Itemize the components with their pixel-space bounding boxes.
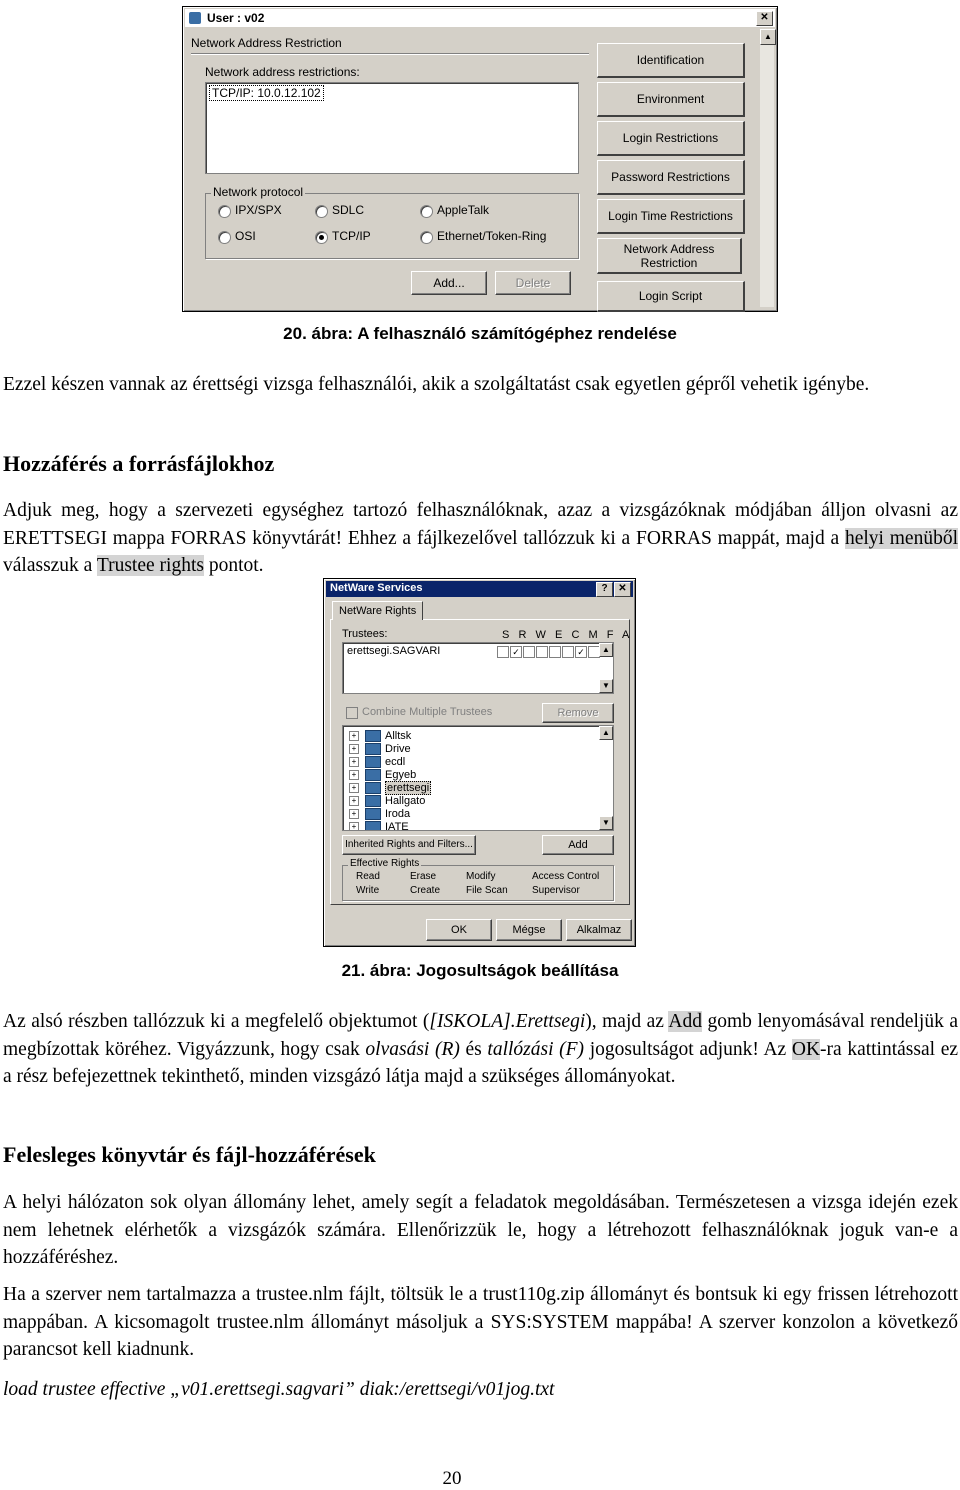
trustee-item[interactable]: erettsegi.SAGVARI bbox=[347, 645, 441, 657]
p3-text-d: és bbox=[459, 1038, 488, 1060]
checkbox-r[interactable]: ✓ bbox=[510, 646, 522, 658]
p2-highlight-local-menu: helyi menüből bbox=[844, 527, 958, 549]
tab-netware-rights[interactable]: NetWare Rights bbox=[332, 601, 423, 620]
section-header: Network Address Restriction bbox=[191, 36, 342, 50]
figure2-caption: 21. ábra: Jogosultságok beállítása bbox=[341, 961, 619, 980]
paragraph-4: A helyi hálózaton sok olyan állomány lehet, amely segít a feladatok megoldásában. Természetesen a vizsga idején ezek nem lehetnek elérhetők a vizsgázók számára. Ellenőrizzük le, hogy a létrehozott felhasználóknak joguk van-e a hozzáféréshez. bbox=[3, 1192, 958, 1268]
folder-icon bbox=[365, 795, 381, 807]
folder-icon bbox=[365, 782, 381, 794]
checkbox-m[interactable] bbox=[562, 646, 574, 658]
tab-identification[interactable]: Identification bbox=[597, 43, 745, 78]
page-number: 20 bbox=[442, 1468, 462, 1489]
radio-ipx[interactable] bbox=[218, 205, 231, 218]
add-button[interactable]: Add... bbox=[411, 271, 487, 295]
protocol-group-label: Network protocol bbox=[213, 185, 304, 199]
user-properties-dialog bbox=[182, 6, 778, 312]
expand-icon[interactable]: + bbox=[349, 744, 359, 754]
effective-access-control: Access Control bbox=[532, 871, 600, 882]
checkbox-e[interactable] bbox=[536, 646, 548, 658]
checkbox-s[interactable] bbox=[497, 646, 509, 658]
tabs-column bbox=[595, 33, 765, 309]
label-osi: OSI bbox=[235, 229, 256, 243]
radio-tcpip[interactable] bbox=[315, 231, 328, 244]
heading-unneeded-access: Felesleges könyvtár és fájl-hozzáférések bbox=[3, 1142, 376, 1167]
expand-icon[interactable]: + bbox=[349, 770, 359, 780]
checkbox-c[interactable] bbox=[549, 646, 561, 658]
title-bar bbox=[185, 9, 775, 27]
inherited-rights-button[interactable]: Inherited Rights and Filters... bbox=[342, 835, 476, 855]
apply-button[interactable]: Alkalmaz bbox=[566, 919, 632, 941]
effective-read: Read bbox=[356, 871, 380, 882]
tree-item-selected[interactable] bbox=[349, 781, 431, 794]
label-tcpip: TCP/IP bbox=[332, 229, 371, 243]
p2-text-c: pontot. bbox=[203, 555, 264, 576]
expand-icon[interactable]: + bbox=[349, 796, 359, 806]
folder-icon bbox=[365, 743, 381, 755]
p2-text-a: Adjuk meg, hogy a szervezeti egységhez tartozó felhasználóknak, azaz a vizsgázóknak módjában álljon olvasni az ERETTSEGI mappa FORRAS könyvtárát! Ehhez a fájlkezelővel tallózzuk ki a FORRAS mappát, majd a bbox=[3, 500, 958, 549]
heading-source-files: Hozzáférés a forrásfájlokhoz bbox=[3, 451, 275, 476]
effective-erase: Erase bbox=[410, 871, 437, 882]
window-title: NetWare Services bbox=[330, 582, 423, 594]
scroll-down-icon[interactable]: ▼ bbox=[599, 816, 613, 830]
expand-icon[interactable]: + bbox=[349, 783, 359, 793]
tree-item-label: erettsegi bbox=[387, 781, 430, 794]
p3-highlight-ok: OK bbox=[791, 1038, 821, 1060]
p3-text-b: ), majd az bbox=[585, 1011, 669, 1032]
expand-icon[interactable]: + bbox=[349, 809, 359, 819]
p2-highlight-trustee-rights: Trustee rights bbox=[96, 555, 204, 576]
tree-item-label: Drive bbox=[385, 742, 411, 755]
address-item[interactable]: TCP/IP: 10.0.12.102 bbox=[209, 85, 324, 101]
combine-label: Combine Multiple Trustees bbox=[362, 706, 493, 718]
tab-password-restrictions[interactable]: Password Restrictions bbox=[597, 160, 745, 195]
radio-appletalk[interactable] bbox=[420, 205, 433, 218]
effective-supervisor: Supervisor bbox=[532, 885, 580, 896]
tab-login-script[interactable]: Login Script bbox=[597, 281, 745, 312]
tree-item-label: Iroda bbox=[385, 807, 411, 820]
ok-button[interactable]: OK bbox=[426, 919, 492, 941]
tree-item[interactable] bbox=[349, 768, 416, 781]
label-sdlc: SDLC bbox=[332, 203, 365, 217]
tree-item[interactable] bbox=[349, 820, 409, 831]
label-ethernet: Ethernet/Token-Ring bbox=[437, 229, 547, 243]
paragraph-2 bbox=[3, 497, 958, 580]
radio-sdlc[interactable] bbox=[315, 205, 328, 218]
tab-login-restrictions[interactable]: Login Restrictions bbox=[597, 121, 745, 156]
tree-item-label: Hallgato bbox=[385, 794, 426, 807]
remove-button[interactable]: Remove bbox=[542, 703, 614, 723]
close-icon[interactable]: ✕ bbox=[756, 11, 773, 26]
address-list[interactable] bbox=[205, 82, 579, 174]
p3-italic-object: [ISKOLA].Erettsegi bbox=[429, 1011, 586, 1032]
folder-icon bbox=[365, 769, 381, 781]
trustees-label: Trustees: bbox=[342, 628, 388, 640]
tab-login-time-restrictions[interactable]: Login Time Restrictions bbox=[597, 199, 745, 234]
tree-item-label: Egyeb bbox=[385, 768, 417, 781]
tree-item[interactable] bbox=[349, 742, 411, 755]
radio-ethernet[interactable] bbox=[420, 231, 433, 244]
cancel-button[interactable]: Mégse bbox=[496, 919, 562, 941]
user-icon bbox=[189, 12, 201, 24]
expand-icon[interactable]: + bbox=[349, 757, 359, 767]
effective-create: Create bbox=[410, 885, 441, 896]
title-bar bbox=[326, 581, 633, 597]
close-icon[interactable]: ✕ bbox=[614, 582, 631, 597]
trustees-list[interactable] bbox=[342, 642, 614, 694]
effective-write: Write bbox=[356, 885, 380, 896]
figure1-caption: 20. ábra: A felhasználó számítógéphez rendelése bbox=[283, 324, 677, 343]
netware-services-dialog bbox=[323, 578, 636, 947]
restrictions-label: Network address restrictions: bbox=[205, 65, 360, 79]
p3-highlight-add: Add bbox=[668, 1011, 702, 1032]
radio-osi[interactable] bbox=[218, 231, 231, 244]
help-icon[interactable]: ? bbox=[596, 582, 613, 597]
p3-text-e: jogosultságot adjunk! Az bbox=[584, 1038, 792, 1060]
paragraph-1: Ezzel készen vannak az érettségi vizsga felhasználói, akik a szolgáltatást csak egyetlen gépről vehetik igénybe. bbox=[3, 374, 870, 395]
tab-network-address-restriction[interactable]: Network Address Restriction bbox=[597, 238, 742, 274]
p3-italic-browse: tallózási (F) bbox=[487, 1038, 585, 1060]
combine-checkbox[interactable] bbox=[346, 707, 358, 719]
p3-text-a: Az alsó részben tallózzuk ki a megfelelő objektumot ( bbox=[3, 1011, 430, 1032]
expand-icon[interactable]: + bbox=[349, 822, 359, 832]
effective-rights-label: Effective Rights bbox=[350, 858, 420, 869]
p3-text-c: gomb lenyomásával rendeljük a megbízottak köréhez. Vigyázzunk, hogy csak bbox=[3, 1011, 958, 1060]
tab-environment[interactable]: Environment bbox=[597, 82, 745, 117]
scroll-up-icon[interactable]: ▲ bbox=[760, 29, 776, 45]
paragraph-3 bbox=[3, 1008, 958, 1091]
window-title: User : v02 bbox=[207, 11, 265, 25]
folder-icon bbox=[365, 756, 381, 768]
scroll-down-icon[interactable]: ▼ bbox=[599, 679, 613, 693]
paragraph-5: Ha a szerver nem tartalmazza a trustee.nlm fájlt, töltsük le a trust110g.zip állományt és bontsuk ki egy frissen létrehozott mappában. A kicsomagolt trustee.nlm állományt másoljuk a SYS:SYSTEM mappába! A szerver konzolon a következő parancsot kell kiadnunk. bbox=[3, 1284, 958, 1360]
folder-icon bbox=[365, 730, 381, 742]
tree-item-label: Alltsk bbox=[385, 729, 412, 742]
label-ipx: IPX/SPX bbox=[235, 203, 282, 217]
rights-letters: S R W E C M F A bbox=[502, 629, 631, 641]
tree-item-label: ecdl bbox=[385, 755, 406, 768]
tabs-scrollbar[interactable] bbox=[759, 29, 774, 307]
header-divider bbox=[191, 53, 589, 55]
p3-italic-read: olvasási (R) bbox=[365, 1038, 460, 1060]
scroll-up-icon[interactable]: ▲ bbox=[599, 726, 613, 740]
effective-file-scan: File Scan bbox=[466, 885, 508, 896]
p3-text-f: -ra kattintással ez a rész befejezettnek tekinthető, minden vizsgázó látja majd a szükséges állományokat. bbox=[3, 1038, 959, 1087]
folder-icon bbox=[365, 808, 381, 820]
command-line: load trustee effective „v01.erettsegi.sagvari” diak:/erettsegi/v01jog.txt bbox=[3, 1379, 555, 1400]
scroll-up-icon[interactable]: ▲ bbox=[599, 643, 613, 657]
tree-item[interactable] bbox=[349, 729, 411, 742]
tree-item-label: IATE bbox=[385, 820, 409, 831]
checkbox-f[interactable]: ✓ bbox=[575, 646, 587, 658]
tree-item[interactable] bbox=[349, 807, 410, 820]
checkbox-w[interactable] bbox=[523, 646, 535, 658]
folder-icon bbox=[365, 821, 381, 832]
tree-item[interactable] bbox=[349, 794, 425, 807]
p2-text-b: válasszuk a bbox=[3, 555, 97, 576]
add-button[interactable]: Add bbox=[542, 835, 614, 855]
label-appletalk: AppleTalk bbox=[437, 203, 490, 217]
effective-modify: Modify bbox=[466, 871, 496, 882]
expand-icon[interactable]: + bbox=[349, 731, 359, 741]
delete-button[interactable]: Delete bbox=[495, 271, 571, 295]
tree-item[interactable] bbox=[349, 755, 405, 768]
object-tree[interactable] bbox=[342, 725, 614, 831]
